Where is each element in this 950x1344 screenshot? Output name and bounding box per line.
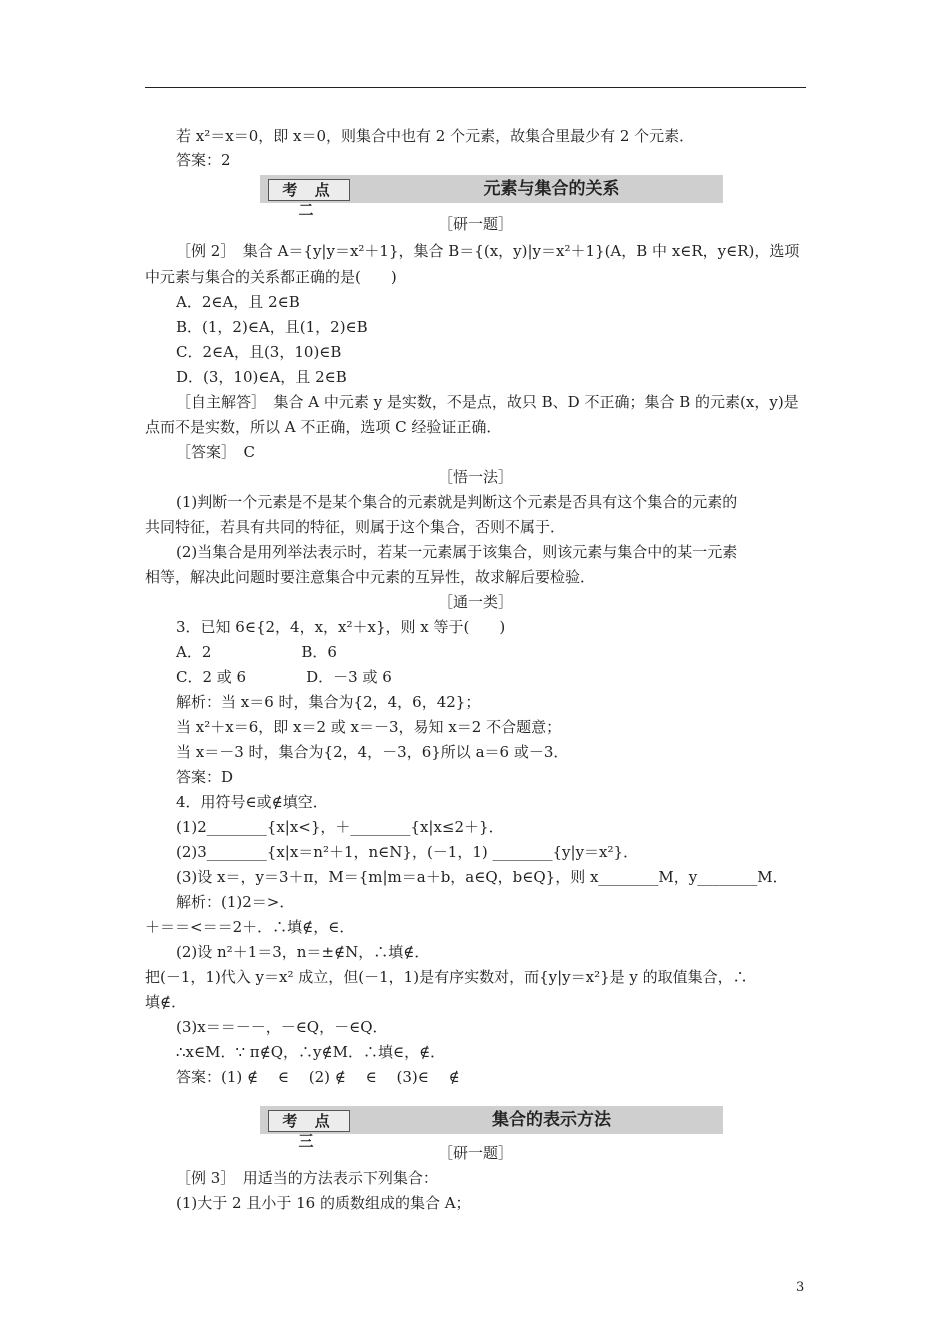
option-line: C．2 或 6 D．－3 或 6 (176, 668, 392, 686)
question-line: (2)3________{x|x＝n²＋1，n∈N}，(－1，1) ________{y|y＝x²}． (176, 843, 639, 861)
section-tag: 考 点 三 (268, 1110, 350, 1132)
page-number: 3 (796, 1280, 805, 1295)
question-line: 3．已知 6∈{2，4，x，x²＋x}，则 x 等于( ) (176, 618, 506, 636)
section-title: 元素与集合的关系 (483, 179, 620, 199)
section-banner (260, 175, 723, 219)
text-line: (1)判断一个元素是不是某个集合的元素就是判断这个元素是否具有这个集合的元素的 (176, 493, 738, 511)
text-line: 中元素与集合的关系都正确的是( ) (145, 268, 397, 286)
answer-line: 答案：2 (176, 151, 231, 169)
question-line: 4．用符号∈或∉填空． (176, 793, 328, 811)
answer-line: 答案：D (176, 768, 234, 786)
solution-line: ＋＝＝<＝＝2＋．∴填∉，∈． (145, 918, 355, 936)
answer-line: 答案：(1) ∉ ∈ (2) ∉ ∈ (3)∈ ∉ (176, 1068, 460, 1086)
option-line: A．2 B．6 (176, 643, 337, 661)
subsection-heading: ［悟一法］ (437, 468, 513, 486)
option-line: D．(3，10)∈A，且 2∈B (176, 368, 347, 386)
solution-line: (3)x＝＝－－，－∈Q，－∈Q． (176, 1018, 388, 1036)
answer-line: ［答案］ C (176, 443, 255, 461)
question-line: (1)2________{x|x<}，＋________{x|x≤2＋}． (176, 818, 504, 836)
solution-line: 把(－1，1)代入 y＝x² 成立，但(－1，1)是有序实数对，而{y|y＝x²}是 y 的取值集合，∴ (145, 968, 748, 986)
example-line: ［例 3］ 用适当的方法表示下列集合： (176, 1169, 438, 1187)
question-line: (3)设 x＝，y＝3＋π，M＝{m|m＝a＋b，a∈Q，b∈Q}，则 x________M，y________M． (176, 868, 788, 886)
text-line: 若 x²＝x＝0，即 x＝0，则集合中也有 2 个元素，故集合里最少有 2 个元素． (176, 127, 695, 145)
option-line: B．(1，2)∈A，且(1，2)∈B (176, 318, 368, 336)
text-line: 相等，解决此问题时要注意集合中元素的互异性，故求解后要检验． (145, 568, 596, 586)
subsection-heading: ［研一题］ (437, 1144, 513, 1162)
subsection-heading: ［研一题］ (437, 215, 513, 233)
solution-line: 解析：当 x＝6 时，集合为{2，4，6，42}； (176, 693, 481, 711)
option-line: A．2∈A，且 2∈B (176, 293, 300, 311)
text-line: (2)当集合是用列举法表示时，若某一元素属于该集合，则该元素与集合中的某一元素 (176, 543, 738, 561)
text-line: 共同特征，若具有共同的特征，则属于这个集合，否则不属于． (145, 518, 566, 536)
option-line: C．2∈A，且(3，10)∈B (176, 343, 342, 361)
solution-line: 填∉． (145, 993, 187, 1011)
solution-line: 解析：(1)2＝>． (176, 893, 295, 911)
text-line: 点而不是实数，所以 A 不正确，选项 C 经验证正确． (145, 418, 502, 436)
section-title: 集合的表示方法 (492, 1110, 611, 1130)
solution-line: ∴x∈M．∵ π∉Q，∴y∉M．∴填∈，∉． (176, 1043, 446, 1061)
solution-line: ［自主解答］ 集合 A 中元素 y 是实数，不是点，故只 B、D 不正确；集合 B 的元素(x，y)是 (176, 393, 799, 411)
question-line: (1)大于 2 且小于 16 的质数组成的集合 A； (176, 1194, 471, 1212)
section-tag: 考 点 二 (268, 179, 350, 201)
subsection-heading: ［通一类］ (437, 593, 513, 611)
header-rule (145, 87, 806, 88)
solution-line: 当 x²＋x＝6，即 x＝2 或 x＝－3，易知 x＝2 不合题意； (176, 718, 562, 736)
example-line: ［例 2］ 集合 A＝{y|y＝x²＋1}，集合 B＝{(x，y)|y＝x²＋1}(A，B 中 x∈R，y∈R)，选项 (176, 242, 800, 260)
solution-line: (2)设 n²＋1＝3，n＝±∉N，∴填∉． (176, 943, 430, 961)
section-banner (260, 1106, 723, 1150)
solution-line: 当 x＝－3 时，集合为{2，4，－3，6}所以 a＝6 或－3． (176, 743, 569, 761)
